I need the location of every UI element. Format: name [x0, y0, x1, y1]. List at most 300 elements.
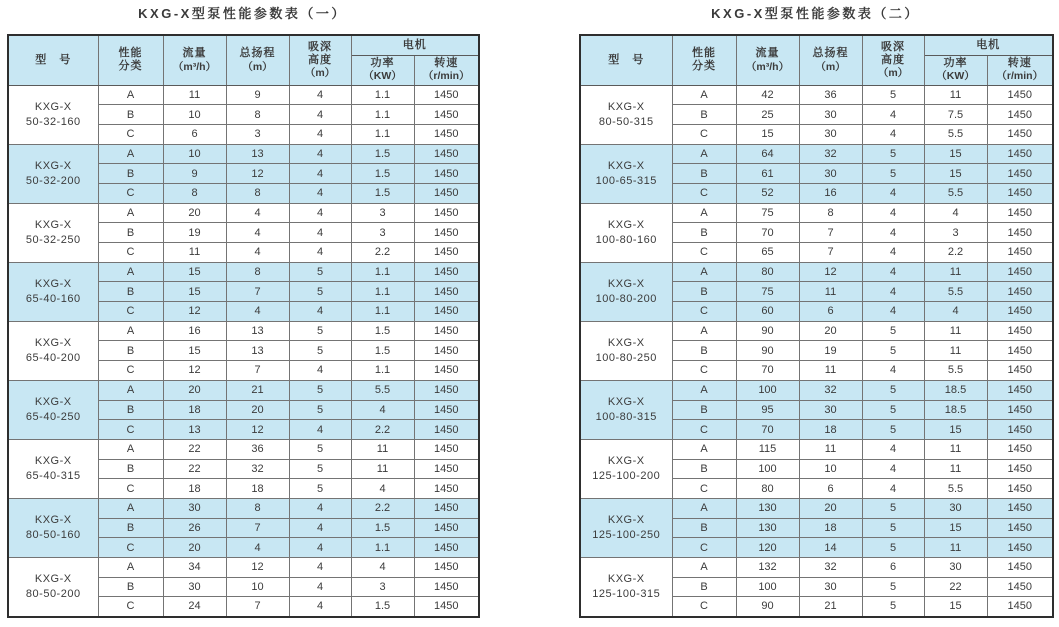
table-row — [8, 439, 479, 459]
model-size: 100-80-250 — [595, 351, 657, 364]
cell-head: 30 — [799, 577, 862, 597]
cell-speed: 1450 — [414, 282, 479, 302]
cell-head: 7 — [799, 243, 862, 263]
cell-power: 11 — [351, 459, 414, 479]
cell-speed: 1450 — [414, 479, 479, 499]
cell-power: 1.1 — [351, 105, 414, 125]
cell-suction: 4 — [289, 105, 351, 125]
cell-class: B — [672, 341, 736, 361]
model-size: 80-50-200 — [25, 587, 81, 600]
cell-speed: 1450 — [987, 380, 1053, 400]
table-row — [580, 558, 1053, 578]
cell-flow: 61 — [736, 164, 799, 184]
table-body-2 — [580, 85, 1053, 617]
col-header-class-line2: 分类 — [692, 60, 716, 73]
cell-suction: 4 — [862, 282, 924, 302]
model-size: 50-32-200 — [25, 174, 81, 187]
cell-speed: 1450 — [414, 518, 479, 538]
col-header-suction-line2: 高度 — [881, 53, 905, 66]
model-series: KXG-X — [607, 159, 645, 172]
cell-flow: 20 — [163, 538, 226, 558]
col-header-speed — [414, 55, 479, 85]
cell-speed: 1450 — [987, 439, 1053, 459]
col-header-class — [98, 35, 163, 85]
cell-class: A — [672, 144, 736, 164]
cell-class: B — [98, 223, 163, 243]
model-cell — [8, 498, 98, 557]
model-series: KXG-X — [607, 100, 645, 113]
table-title-1: KXG-X型泵性能参数表（一） — [138, 6, 347, 21]
cell-speed: 1450 — [987, 538, 1053, 558]
cell-head: 8 — [226, 498, 289, 518]
table-row — [8, 558, 479, 578]
col-header-power-unit: （KW） — [936, 70, 975, 83]
cell-suction: 5 — [289, 380, 351, 400]
model-size: 50-32-160 — [25, 115, 81, 128]
cell-speed: 1450 — [414, 400, 479, 420]
col-header-power-unit: （KW） — [363, 70, 402, 83]
model-cell — [580, 439, 672, 498]
cell-flow: 80 — [736, 262, 799, 282]
model-cell — [580, 144, 672, 203]
cell-power: 11 — [924, 321, 987, 341]
cell-speed: 1450 — [414, 144, 479, 164]
cell-power: 11 — [924, 439, 987, 459]
cell-head: 32 — [226, 459, 289, 479]
cell-suction: 4 — [289, 243, 351, 263]
cell-class: A — [672, 321, 736, 341]
cell-power: 11 — [924, 341, 987, 361]
cell-power: 1.5 — [351, 597, 414, 617]
table-row — [580, 498, 1053, 518]
col-header-speed-unit: （r/min） — [422, 70, 470, 83]
col-header-speed-label: 转速 — [1007, 57, 1032, 70]
cell-class: C — [98, 183, 163, 203]
model-series: KXG-X — [34, 514, 72, 527]
cell-power: 11 — [924, 538, 987, 558]
cell-flow: 25 — [736, 105, 799, 125]
cell-power: 4 — [351, 558, 414, 578]
cell-class: B — [98, 341, 163, 361]
cell-flow: 8 — [163, 183, 226, 203]
cell-speed: 1450 — [987, 400, 1053, 420]
cell-suction: 5 — [862, 538, 924, 558]
col-header-flow — [163, 35, 226, 85]
cell-head: 32 — [799, 144, 862, 164]
cell-flow: 95 — [736, 400, 799, 420]
cell-flow: 64 — [736, 144, 799, 164]
cell-class: C — [672, 538, 736, 558]
cell-speed: 1450 — [987, 183, 1053, 203]
cell-head: 10 — [799, 459, 862, 479]
cell-speed: 1450 — [987, 124, 1053, 144]
cell-power: 1.5 — [351, 341, 414, 361]
cell-head: 20 — [799, 498, 862, 518]
cell-head: 10 — [226, 577, 289, 597]
col-header-head-unit: （m） — [815, 60, 846, 73]
model-size: 100-80-200 — [595, 292, 657, 305]
cell-suction: 4 — [862, 105, 924, 125]
cell-power: 1.5 — [351, 183, 414, 203]
table-row — [580, 203, 1053, 223]
cell-class: C — [98, 361, 163, 381]
cell-class: B — [98, 164, 163, 184]
cell-flow: 132 — [736, 558, 799, 578]
model-cell — [580, 558, 672, 617]
cell-head: 12 — [226, 558, 289, 578]
cell-suction: 4 — [862, 124, 924, 144]
cell-power: 1.5 — [351, 321, 414, 341]
table-row — [580, 380, 1053, 400]
cell-speed: 1450 — [414, 597, 479, 617]
cell-power: 3 — [924, 223, 987, 243]
col-header-class-line2: 分类 — [118, 60, 143, 73]
model-size: 125-100-315 — [592, 587, 661, 600]
cell-suction: 5 — [862, 341, 924, 361]
cell-power: 3 — [351, 203, 414, 223]
cell-power: 3 — [351, 223, 414, 243]
cell-speed: 1450 — [987, 341, 1053, 361]
cell-speed: 1450 — [414, 105, 479, 125]
cell-power: 1.1 — [351, 538, 414, 558]
cell-suction: 5 — [289, 459, 351, 479]
cell-speed: 1450 — [414, 164, 479, 184]
cell-head: 36 — [226, 439, 289, 459]
cell-class: B — [98, 105, 163, 125]
model-size: 100-65-315 — [595, 174, 657, 187]
cell-flow: 12 — [163, 361, 226, 381]
cell-class: B — [98, 518, 163, 538]
model-series: KXG-X — [607, 514, 645, 527]
cell-power: 1.5 — [351, 164, 414, 184]
cell-head: 18 — [799, 420, 862, 440]
cell-suction: 4 — [862, 439, 924, 459]
table-row — [580, 321, 1053, 341]
model-size: 65-40-315 — [25, 469, 81, 482]
cell-flow: 34 — [163, 558, 226, 578]
cell-class: C — [672, 124, 736, 144]
cell-head: 6 — [799, 479, 862, 499]
cell-speed: 1450 — [987, 321, 1053, 341]
col-header-speed — [987, 55, 1053, 85]
cell-flow: 16 — [163, 321, 226, 341]
model-cell — [580, 262, 672, 321]
model-size: 80-50-315 — [598, 115, 654, 128]
cell-suction: 4 — [289, 164, 351, 184]
cell-suction: 4 — [289, 183, 351, 203]
cell-head: 3 — [226, 124, 289, 144]
cell-power: 5.5 — [924, 124, 987, 144]
model-cell — [8, 262, 98, 321]
cell-class: B — [672, 282, 736, 302]
model-series: KXG-X — [34, 396, 72, 408]
cell-flow: 10 — [163, 105, 226, 125]
cell-flow: 65 — [736, 243, 799, 263]
cell-power: 5.5 — [924, 361, 987, 381]
cell-flow: 100 — [736, 380, 799, 400]
cell-head: 30 — [799, 124, 862, 144]
cell-class: A — [98, 498, 163, 518]
cell-class: B — [672, 223, 736, 243]
col-header-head-label: 总扬程 — [812, 47, 849, 60]
table-title-2: KXG-X型泵性能参数表（二） — [711, 6, 920, 21]
cell-head: 7 — [226, 282, 289, 302]
table-row — [8, 203, 479, 223]
cell-class: C — [98, 538, 163, 558]
cell-power: 15 — [924, 164, 987, 184]
cell-class: B — [672, 459, 736, 479]
cell-flow: 130 — [736, 498, 799, 518]
cell-head: 16 — [799, 183, 862, 203]
col-header-head — [226, 35, 289, 85]
cell-speed: 1450 — [987, 597, 1053, 617]
cell-suction: 4 — [289, 558, 351, 578]
model-cell — [580, 85, 672, 144]
cell-head: 13 — [226, 341, 289, 361]
cell-suction: 4 — [289, 420, 351, 440]
table-header — [580, 35, 1053, 85]
model-cell — [8, 144, 98, 203]
cell-speed: 1450 — [987, 498, 1053, 518]
cell-flow: 70 — [736, 361, 799, 381]
col-header-power — [351, 55, 414, 85]
cell-class: C — [672, 183, 736, 203]
pump-parameters-table-2 — [579, 34, 1054, 618]
model-series: KXG-X — [607, 455, 645, 468]
cell-power: 2.2 — [351, 420, 414, 440]
model-size: 50-32-250 — [25, 233, 81, 246]
cell-power: 4 — [351, 400, 414, 420]
table-header — [8, 35, 479, 85]
cell-power: 11 — [924, 262, 987, 282]
col-header-power-label: 功率 — [943, 57, 968, 70]
cell-head: 32 — [799, 380, 862, 400]
cell-speed: 1450 — [987, 262, 1053, 282]
model-cell — [580, 498, 672, 557]
cell-suction: 4 — [289, 538, 351, 558]
cell-power: 5.5 — [924, 282, 987, 302]
cell-power: 1.1 — [351, 262, 414, 282]
cell-head: 8 — [226, 105, 289, 125]
cell-flow: 90 — [736, 597, 799, 617]
table-row — [8, 498, 479, 518]
cell-flow: 15 — [163, 282, 226, 302]
model-size: 100-80-315 — [595, 410, 657, 423]
cell-head: 8 — [226, 183, 289, 203]
cell-flow: 12 — [163, 302, 226, 322]
cell-class: B — [98, 282, 163, 302]
col-header-head-label: 总扬程 — [239, 47, 276, 60]
col-header-suction — [289, 35, 351, 85]
cell-power: 15 — [924, 518, 987, 538]
cell-head: 20 — [799, 321, 862, 341]
cell-power: 5.5 — [924, 479, 987, 499]
cell-suction: 5 — [289, 439, 351, 459]
cell-flow: 70 — [736, 420, 799, 440]
col-header-suction — [862, 35, 924, 85]
cell-head: 12 — [226, 164, 289, 184]
cell-suction: 5 — [862, 380, 924, 400]
col-header-flow-label: 流量 — [755, 47, 780, 60]
cell-speed: 1450 — [987, 361, 1053, 381]
cell-power: 4 — [351, 479, 414, 499]
cell-flow: 15 — [163, 341, 226, 361]
cell-class: C — [672, 420, 736, 440]
cell-head: 7 — [226, 518, 289, 538]
cell-head: 12 — [226, 420, 289, 440]
table-row — [8, 380, 479, 400]
cell-flow: 75 — [736, 203, 799, 223]
cell-flow: 18 — [163, 479, 226, 499]
cell-class: C — [672, 479, 736, 499]
cell-head: 11 — [799, 361, 862, 381]
cell-class: B — [672, 577, 736, 597]
cell-speed: 1450 — [414, 341, 479, 361]
col-header-suction-unit: （m） — [877, 67, 909, 80]
table-row — [8, 262, 479, 282]
table-row — [8, 85, 479, 105]
cell-class: B — [672, 518, 736, 538]
cell-suction: 5 — [862, 164, 924, 184]
model-series: KXG-X — [34, 277, 72, 290]
cell-flow: 75 — [736, 282, 799, 302]
cell-head: 20 — [226, 400, 289, 420]
cell-power: 1.1 — [351, 361, 414, 381]
cell-speed: 1450 — [414, 302, 479, 322]
model-cell — [580, 203, 672, 262]
cell-suction: 4 — [862, 479, 924, 499]
cell-power: 7.5 — [924, 105, 987, 125]
cell-class: A — [672, 558, 736, 578]
cell-suction: 4 — [862, 223, 924, 243]
cell-head: 11 — [799, 439, 862, 459]
cell-speed: 1450 — [987, 164, 1053, 184]
cell-speed: 1450 — [987, 203, 1053, 223]
cell-flow: 9 — [163, 164, 226, 184]
cell-class: C — [98, 302, 163, 322]
cell-flow: 13 — [163, 420, 226, 440]
col-header-motor: 电机 — [924, 35, 1053, 55]
cell-speed: 1450 — [414, 439, 479, 459]
cell-power: 1.5 — [351, 518, 414, 538]
cell-speed: 1450 — [414, 361, 479, 381]
cell-flow: 100 — [736, 577, 799, 597]
cell-speed: 1450 — [414, 321, 479, 341]
cell-suction: 5 — [289, 400, 351, 420]
cell-power: 18.5 — [924, 380, 987, 400]
cell-head: 4 — [226, 302, 289, 322]
model-series: KXG-X — [34, 218, 72, 231]
cell-flow: 11 — [163, 85, 226, 105]
cell-head: 13 — [226, 321, 289, 341]
cell-class: B — [672, 105, 736, 125]
cell-flow: 115 — [736, 439, 799, 459]
cell-power: 4 — [924, 203, 987, 223]
cell-suction: 4 — [289, 223, 351, 243]
cell-class: C — [672, 597, 736, 617]
cell-speed: 1450 — [987, 243, 1053, 263]
cell-power: 15 — [924, 144, 987, 164]
cell-flow: 22 — [163, 439, 226, 459]
cell-class: C — [672, 243, 736, 263]
cell-head: 30 — [799, 105, 862, 125]
table-row — [8, 144, 479, 164]
col-header-flow-label: 流量 — [182, 47, 207, 60]
cell-speed: 1450 — [987, 105, 1053, 125]
cell-class: A — [98, 85, 163, 105]
cell-flow: 15 — [736, 124, 799, 144]
col-header-class-line1: 性能 — [692, 47, 716, 60]
cell-suction: 4 — [289, 577, 351, 597]
cell-suction: 4 — [862, 203, 924, 223]
col-header-head — [799, 35, 862, 85]
table-row — [580, 439, 1053, 459]
cell-speed: 1450 — [987, 144, 1053, 164]
col-header-suction-line1: 吸深 — [308, 40, 332, 53]
cell-flow: 90 — [736, 321, 799, 341]
model-cell — [580, 321, 672, 380]
col-header-model: 型 号 — [8, 35, 98, 85]
cell-head: 21 — [799, 597, 862, 617]
col-header-speed-label: 转速 — [434, 57, 459, 70]
cell-class: A — [672, 85, 736, 105]
cell-head: 7 — [799, 223, 862, 243]
cell-power: 22 — [924, 577, 987, 597]
cell-suction: 4 — [862, 243, 924, 263]
cell-class: C — [672, 302, 736, 322]
cell-speed: 1450 — [987, 459, 1053, 479]
cell-speed: 1450 — [987, 479, 1053, 499]
cell-flow: 42 — [736, 85, 799, 105]
cell-speed: 1450 — [414, 262, 479, 282]
cell-speed: 1450 — [987, 558, 1053, 578]
cell-speed: 1450 — [414, 538, 479, 558]
cell-power: 11 — [924, 459, 987, 479]
cell-speed: 1450 — [987, 518, 1053, 538]
model-size: 65-40-250 — [25, 410, 81, 423]
cell-head: 8 — [226, 262, 289, 282]
col-header-class — [672, 35, 736, 85]
model-cell — [8, 85, 98, 144]
cell-speed: 1450 — [414, 558, 479, 578]
col-header-motor: 电机 — [351, 35, 479, 55]
model-cell — [8, 380, 98, 439]
cell-flow: 70 — [736, 223, 799, 243]
cell-class: A — [98, 439, 163, 459]
cell-class: C — [98, 420, 163, 440]
cell-flow: 18 — [163, 400, 226, 420]
cell-suction: 4 — [289, 302, 351, 322]
model-series: KXG-X — [607, 572, 645, 585]
cell-power: 1.1 — [351, 85, 414, 105]
cell-head: 36 — [799, 85, 862, 105]
cell-class: A — [98, 203, 163, 223]
cell-suction: 5 — [862, 498, 924, 518]
cell-suction: 4 — [289, 597, 351, 617]
table-section-2 — [579, 3, 1052, 618]
col-header-suction-line2: 高度 — [308, 53, 332, 66]
model-size: 65-40-200 — [25, 351, 81, 364]
cell-power: 5.5 — [924, 183, 987, 203]
cell-class: A — [672, 262, 736, 282]
model-size: 65-40-160 — [25, 292, 81, 305]
table-body-1 — [8, 85, 479, 617]
cell-class: C — [98, 124, 163, 144]
cell-suction: 4 — [289, 498, 351, 518]
cell-suction: 5 — [862, 400, 924, 420]
cell-flow: 11 — [163, 243, 226, 263]
cell-class: A — [98, 144, 163, 164]
